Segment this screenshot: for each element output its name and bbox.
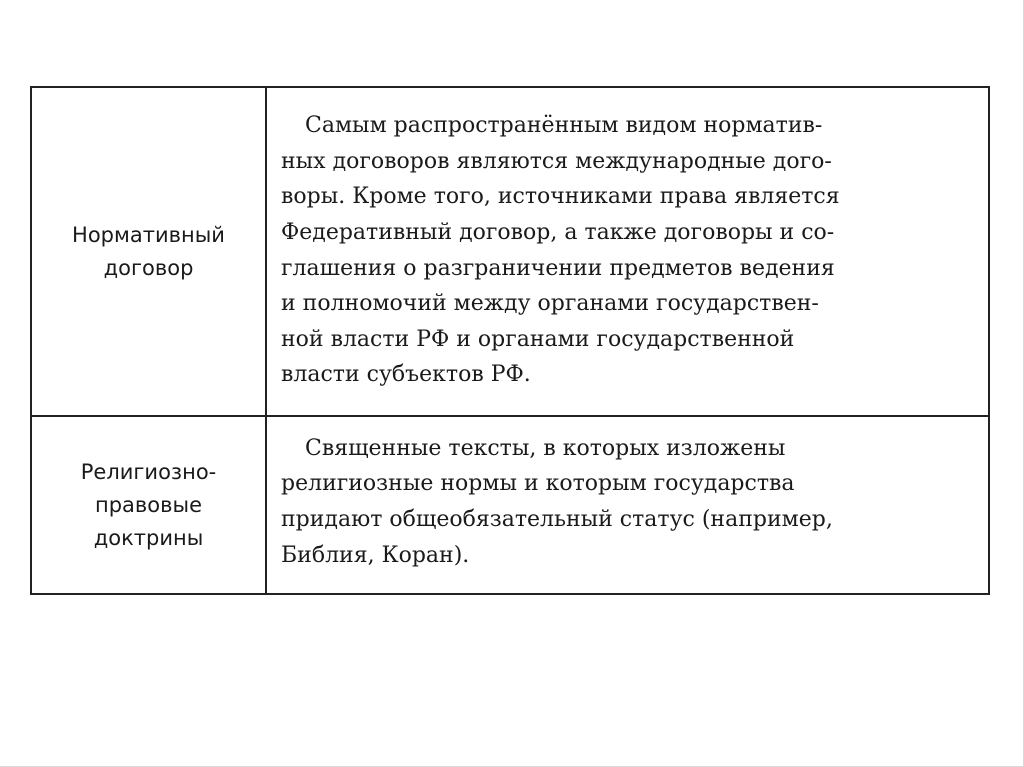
term-line: Религиозно- — [80, 459, 217, 484]
term-line: договор — [103, 255, 194, 280]
description-line: глашения о разграничении предметов ведения — [281, 255, 835, 281]
description-line: власти субъектов РФ. — [281, 362, 531, 388]
description-line: ной власти РФ и органами государственной — [281, 326, 795, 352]
term-cell — [31, 416, 266, 594]
term-line: правовые — [94, 492, 203, 517]
description-line: Самым распространённым видом норматив- — [305, 113, 823, 139]
description-line: Федеративный договор, а также договоры и со- — [281, 219, 835, 245]
description-line: и полномочий между органами государствен- — [281, 291, 819, 317]
term-line: Нормативный — [72, 222, 225, 247]
description-cell — [266, 416, 989, 594]
description-line: придают общеобязательный статус (например, — [281, 507, 833, 532]
term-line: доктрины — [93, 525, 204, 550]
table-row — [31, 87, 989, 416]
description-line: религиозные нормы и которым государства — [281, 471, 795, 497]
definitions-table — [30, 86, 990, 595]
description-line: Библия, Коран). — [281, 542, 470, 568]
description-cell — [266, 87, 989, 416]
term-cell — [31, 87, 266, 416]
description-line: ных договоров являются международные дого- — [281, 148, 832, 174]
description-line: Священные тексты, в которых изложены — [305, 435, 786, 461]
table-row — [31, 416, 989, 594]
description-line: воры. Кроме того, источниками права является — [281, 184, 840, 210]
